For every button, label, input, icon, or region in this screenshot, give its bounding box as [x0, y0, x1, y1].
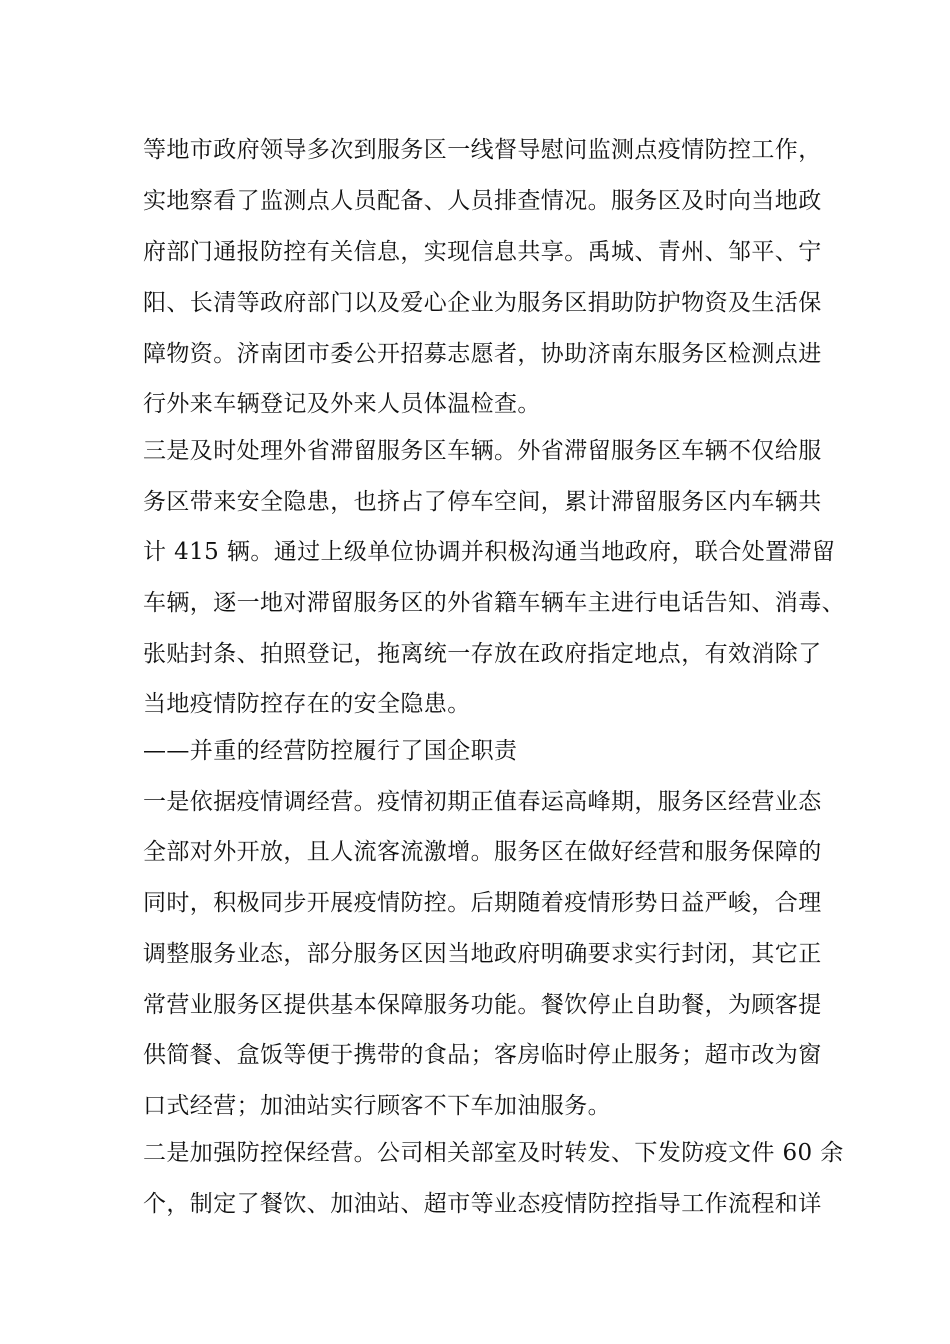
text-line: 常营业服务区提供基本保障服务功能。餐饮停止自助餐，为顾客提 [143, 992, 822, 1018]
text-line: 务区带来安全隐患，也挤占了停车空间，累计滞留服务区内车辆共 [143, 489, 822, 515]
section-heading: ——并重的经营防控履行了国企职责 [143, 738, 518, 764]
text-line: 实地察看了监测点人员配备、人员排查情况。服务区及时向当地政 [143, 188, 822, 214]
text-line: 调整服务业态，部分服务区因当地政府明确要求实行封闭，其它正 [143, 941, 822, 967]
text-line: 车辆，逐一地对滞留服务区的外省籍车辆车主进行电话告知、消毒、 [143, 590, 845, 616]
text-line: 三是及时处理外省滞留服务区车辆。外省滞留服务区车辆不仅给服 [143, 438, 822, 464]
text-line: 个，制定了餐饮、加油站、超市等业态疫情防控指导工作流程和详 [143, 1191, 822, 1217]
text-line: 一是依据疫情调经营。疫情初期正值春运高峰期，服务区经营业态 [143, 789, 822, 815]
text-line: 障物资。济南团市委公开招募志愿者，协助济南东服务区检测点进 [143, 341, 822, 367]
text-line: 二是加强防控保经营。公司相关部室及时转发、下发防疫文件 60 余 [143, 1140, 844, 1166]
text-line: 计 415 辆。通过上级单位协调并积极沟通当地政府，联合处置滞留 [143, 539, 836, 565]
text-line: 阳、长清等政府部门以及爱心企业为服务区捐助防护物资及生活保 [143, 290, 822, 316]
text-line: 行外来车辆登记及外来人员体温检查。 [143, 391, 541, 417]
text-line: 等地市政府领导多次到服务区一线督导慰问监测点疫情防控工作， [143, 137, 822, 163]
text-line: 供简餐、盒饭等便于携带的食品；客房临时停止服务；超市改为窗 [143, 1042, 822, 1068]
text-line: 府部门通报防控有关信息，实现信息共享。禹城、青州、邹平、宁 [143, 239, 822, 265]
text-line: 同时，积极同步开展疫情防控。后期随着疫情形势日益严峻，合理 [143, 890, 822, 916]
text-line: 全部对外开放，且人流客流激增。服务区在做好经营和服务保障的 [143, 839, 822, 865]
text-line: 当地疫情防控存在的安全隐患。 [143, 691, 471, 717]
text-line: 张贴封条、拍照登记，拖离统一存放在政府指定地点，有效消除了 [143, 641, 822, 667]
text-line: 口式经营；加油站实行顾客不下车加油服务。 [143, 1093, 611, 1119]
